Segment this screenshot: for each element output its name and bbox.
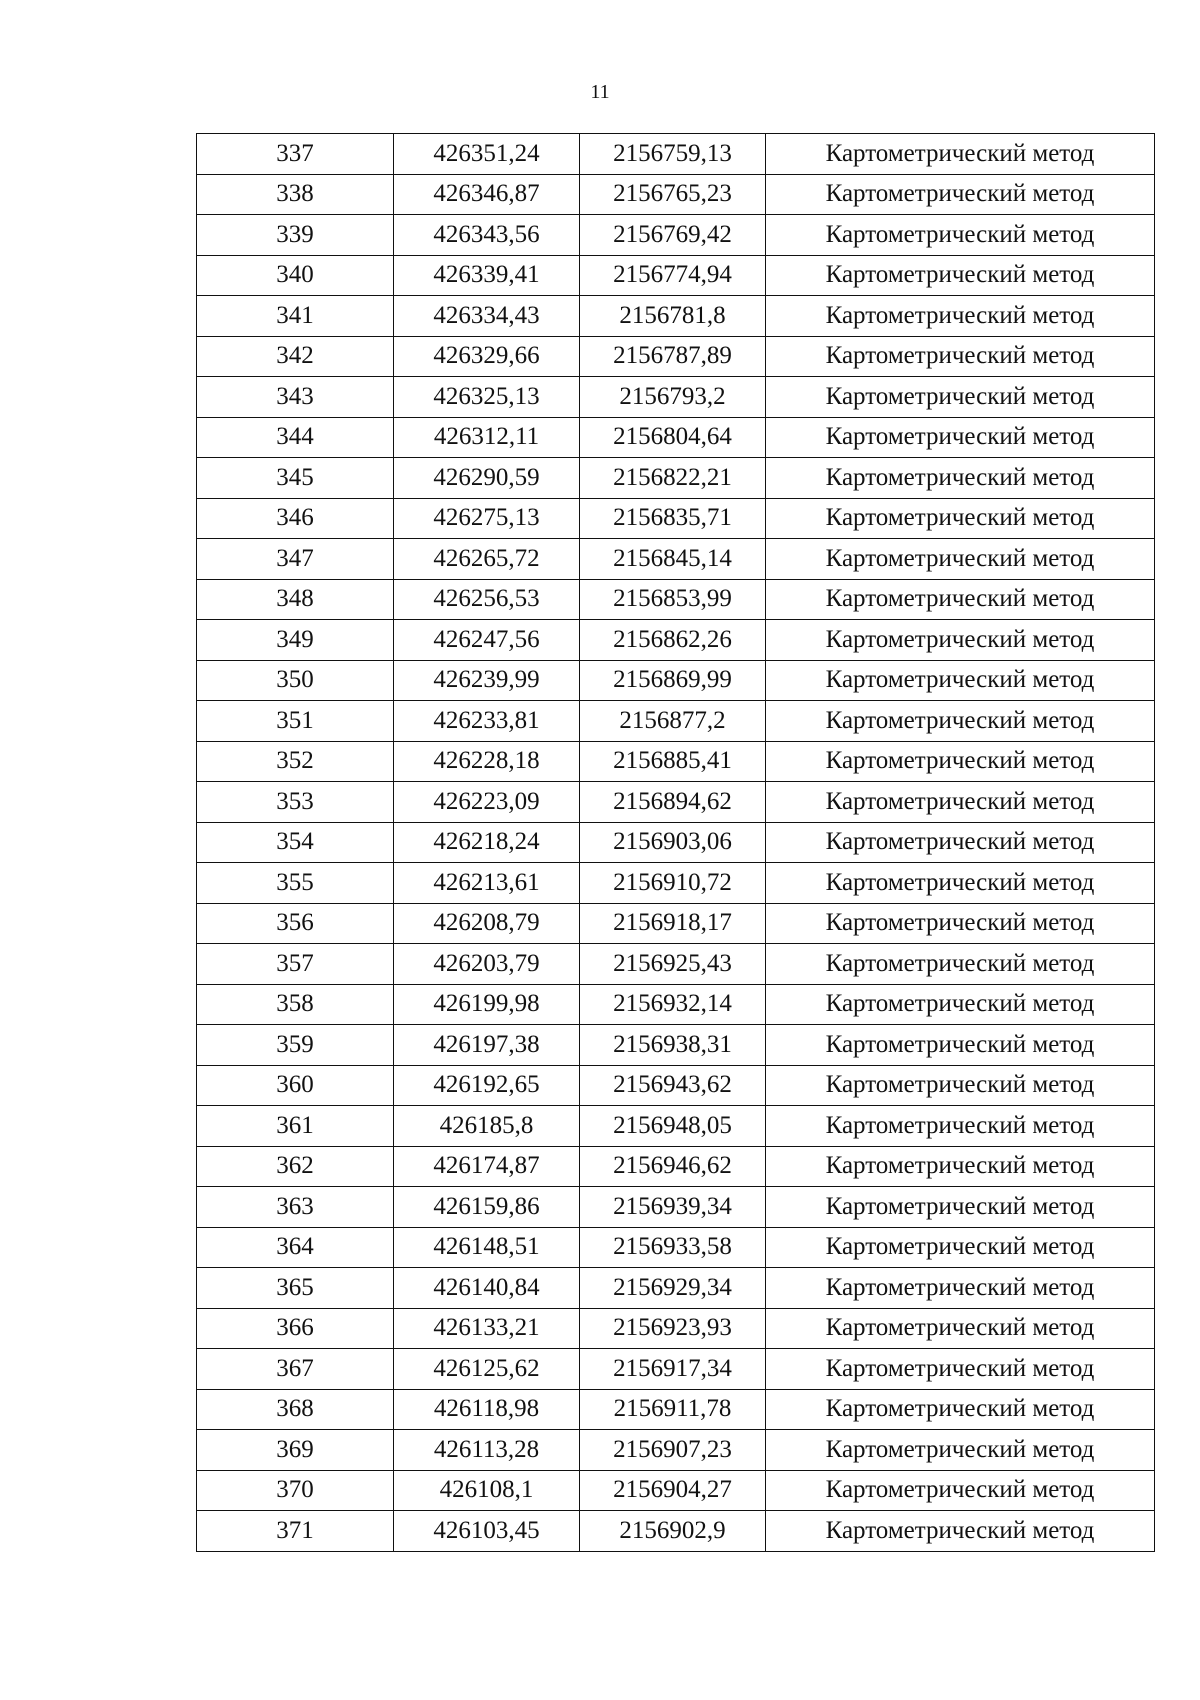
point-number-cell: 344 — [197, 417, 394, 458]
point-number-cell: 349 — [197, 620, 394, 661]
y-coordinate-cell: 2156925,43 — [580, 944, 766, 985]
y-coordinate-cell: 2156938,31 — [580, 1025, 766, 1066]
y-coordinate-cell: 2156904,27 — [580, 1470, 766, 1511]
point-number-cell: 339 — [197, 215, 394, 256]
method-cell: Картометрический метод — [766, 579, 1155, 620]
table-row — [197, 215, 1155, 256]
table-row — [197, 134, 1155, 175]
table-row — [197, 1268, 1155, 1309]
table-row — [197, 296, 1155, 337]
y-coordinate-cell: 2156894,62 — [580, 782, 766, 823]
x-coordinate-cell: 426256,53 — [394, 579, 580, 620]
point-number-cell: 357 — [197, 944, 394, 985]
y-coordinate-cell: 2156907,23 — [580, 1430, 766, 1471]
table-row — [197, 620, 1155, 661]
method-cell: Картометрический метод — [766, 1349, 1155, 1390]
x-coordinate-cell: 426346,87 — [394, 174, 580, 215]
method-cell: Картометрический метод — [766, 782, 1155, 823]
x-coordinate-cell: 426140,84 — [394, 1268, 580, 1309]
point-number-cell: 355 — [197, 863, 394, 904]
method-cell: Картометрический метод — [766, 1308, 1155, 1349]
point-number-cell: 360 — [197, 1065, 394, 1106]
x-coordinate-cell: 426118,98 — [394, 1389, 580, 1430]
y-coordinate-cell: 2156877,2 — [580, 701, 766, 742]
point-number-cell: 350 — [197, 660, 394, 701]
y-coordinate-cell: 2156946,62 — [580, 1146, 766, 1187]
x-coordinate-cell: 426325,13 — [394, 377, 580, 418]
y-coordinate-cell: 2156853,99 — [580, 579, 766, 620]
y-coordinate-cell: 2156943,62 — [580, 1065, 766, 1106]
table-row — [197, 782, 1155, 823]
method-cell: Картометрический метод — [766, 1227, 1155, 1268]
table-row — [197, 498, 1155, 539]
method-cell: Картометрический метод — [766, 1511, 1155, 1552]
point-number-cell: 367 — [197, 1349, 394, 1390]
table-row — [197, 660, 1155, 701]
x-coordinate-cell: 426290,59 — [394, 458, 580, 499]
y-coordinate-cell: 2156933,58 — [580, 1227, 766, 1268]
table-row — [197, 1430, 1155, 1471]
method-cell: Картометрический метод — [766, 1470, 1155, 1511]
x-coordinate-cell: 426312,11 — [394, 417, 580, 458]
table-row — [197, 377, 1155, 418]
point-number-cell: 341 — [197, 296, 394, 337]
x-coordinate-cell: 426343,56 — [394, 215, 580, 256]
point-number-cell: 358 — [197, 984, 394, 1025]
y-coordinate-cell: 2156911,78 — [580, 1389, 766, 1430]
x-coordinate-cell: 426192,65 — [394, 1065, 580, 1106]
point-number-cell: 338 — [197, 174, 394, 215]
x-coordinate-cell: 426351,24 — [394, 134, 580, 175]
x-coordinate-cell: 426133,21 — [394, 1308, 580, 1349]
table-row — [197, 458, 1155, 499]
point-number-cell: 352 — [197, 741, 394, 782]
y-coordinate-cell: 2156948,05 — [580, 1106, 766, 1147]
method-cell: Картометрический метод — [766, 458, 1155, 499]
table-row — [197, 417, 1155, 458]
x-coordinate-cell: 426208,79 — [394, 903, 580, 944]
y-coordinate-cell: 2156923,93 — [580, 1308, 766, 1349]
method-cell: Картометрический метод — [766, 255, 1155, 296]
method-cell: Картометрический метод — [766, 944, 1155, 985]
point-number-cell: 354 — [197, 822, 394, 863]
x-coordinate-cell: 426199,98 — [394, 984, 580, 1025]
method-cell: Картометрический метод — [766, 822, 1155, 863]
point-number-cell: 361 — [197, 1106, 394, 1147]
table-row — [197, 701, 1155, 742]
point-number-cell: 346 — [197, 498, 394, 539]
table-row — [197, 863, 1155, 904]
method-cell: Картометрический метод — [766, 174, 1155, 215]
point-number-cell: 343 — [197, 377, 394, 418]
table-row — [197, 1187, 1155, 1228]
method-cell: Картометрический метод — [766, 741, 1155, 782]
x-coordinate-cell: 426108,1 — [394, 1470, 580, 1511]
page-number: 11 — [590, 81, 610, 103]
table-row — [197, 903, 1155, 944]
y-coordinate-cell: 2156774,94 — [580, 255, 766, 296]
point-number-cell: 364 — [197, 1227, 394, 1268]
method-cell: Картометрический метод — [766, 1389, 1155, 1430]
x-coordinate-cell: 426329,66 — [394, 336, 580, 377]
y-coordinate-cell: 2156902,9 — [580, 1511, 766, 1552]
y-coordinate-cell: 2156793,2 — [580, 377, 766, 418]
table-row — [197, 1146, 1155, 1187]
y-coordinate-cell: 2156862,26 — [580, 620, 766, 661]
y-coordinate-cell: 2156917,34 — [580, 1349, 766, 1390]
y-coordinate-cell: 2156769,42 — [580, 215, 766, 256]
coordinates-table-body — [197, 134, 1155, 1552]
y-coordinate-cell: 2156903,06 — [580, 822, 766, 863]
point-number-cell: 340 — [197, 255, 394, 296]
method-cell: Картометрический метод — [766, 1065, 1155, 1106]
table-row — [197, 336, 1155, 377]
method-cell: Картометрический метод — [766, 1146, 1155, 1187]
method-cell: Картометрический метод — [766, 620, 1155, 661]
x-coordinate-cell: 426103,45 — [394, 1511, 580, 1552]
table-row — [197, 1349, 1155, 1390]
y-coordinate-cell: 2156835,71 — [580, 498, 766, 539]
point-number-cell: 366 — [197, 1308, 394, 1349]
method-cell: Картометрический метод — [766, 377, 1155, 418]
table-row — [197, 539, 1155, 580]
table-row — [197, 1308, 1155, 1349]
table-row — [197, 741, 1155, 782]
x-coordinate-cell: 426203,79 — [394, 944, 580, 985]
table-row — [197, 255, 1155, 296]
x-coordinate-cell: 426197,38 — [394, 1025, 580, 1066]
method-cell: Картометрический метод — [766, 984, 1155, 1025]
table-row — [197, 1106, 1155, 1147]
table-row — [197, 1065, 1155, 1106]
method-cell: Картометрический метод — [766, 539, 1155, 580]
x-coordinate-cell: 426159,86 — [394, 1187, 580, 1228]
point-number-cell: 353 — [197, 782, 394, 823]
x-coordinate-cell: 426233,81 — [394, 701, 580, 742]
point-number-cell: 348 — [197, 579, 394, 620]
x-coordinate-cell: 426148,51 — [394, 1227, 580, 1268]
point-number-cell: 365 — [197, 1268, 394, 1309]
y-coordinate-cell: 2156869,99 — [580, 660, 766, 701]
method-cell: Картометрический метод — [766, 134, 1155, 175]
method-cell: Картометрический метод — [766, 336, 1155, 377]
table-row — [197, 822, 1155, 863]
table-row — [197, 944, 1155, 985]
point-number-cell: 359 — [197, 1025, 394, 1066]
method-cell: Картометрический метод — [766, 296, 1155, 337]
x-coordinate-cell: 426125,62 — [394, 1349, 580, 1390]
point-number-cell: 368 — [197, 1389, 394, 1430]
method-cell: Картометрический метод — [766, 1268, 1155, 1309]
table-row — [197, 174, 1155, 215]
method-cell: Картометрический метод — [766, 903, 1155, 944]
x-coordinate-cell: 426228,18 — [394, 741, 580, 782]
method-cell: Картометрический метод — [766, 1430, 1155, 1471]
table-row — [197, 1025, 1155, 1066]
method-cell: Картометрический метод — [766, 701, 1155, 742]
x-coordinate-cell: 426223,09 — [394, 782, 580, 823]
table-row — [197, 1389, 1155, 1430]
point-number-cell: 342 — [197, 336, 394, 377]
x-coordinate-cell: 426339,41 — [394, 255, 580, 296]
y-coordinate-cell: 2156929,34 — [580, 1268, 766, 1309]
y-coordinate-cell: 2156759,13 — [580, 134, 766, 175]
x-coordinate-cell: 426247,56 — [394, 620, 580, 661]
method-cell: Картометрический метод — [766, 1025, 1155, 1066]
point-number-cell: 363 — [197, 1187, 394, 1228]
coordinates-table — [196, 133, 1155, 1552]
x-coordinate-cell: 426239,99 — [394, 660, 580, 701]
table-row — [197, 579, 1155, 620]
point-number-cell: 345 — [197, 458, 394, 499]
point-number-cell: 347 — [197, 539, 394, 580]
point-number-cell: 356 — [197, 903, 394, 944]
y-coordinate-cell: 2156765,23 — [580, 174, 766, 215]
x-coordinate-cell: 426113,28 — [394, 1430, 580, 1471]
point-number-cell: 351 — [197, 701, 394, 742]
table-row — [197, 1511, 1155, 1552]
y-coordinate-cell: 2156932,14 — [580, 984, 766, 1025]
method-cell: Картометрический метод — [766, 215, 1155, 256]
x-coordinate-cell: 426275,13 — [394, 498, 580, 539]
y-coordinate-cell: 2156918,17 — [580, 903, 766, 944]
point-number-cell: 371 — [197, 1511, 394, 1552]
method-cell: Картометрический метод — [766, 1187, 1155, 1228]
method-cell: Картометрический метод — [766, 1106, 1155, 1147]
y-coordinate-cell: 2156787,89 — [580, 336, 766, 377]
point-number-cell: 369 — [197, 1430, 394, 1471]
table-row — [197, 984, 1155, 1025]
y-coordinate-cell: 2156939,34 — [580, 1187, 766, 1228]
y-coordinate-cell: 2156781,8 — [580, 296, 766, 337]
point-number-cell: 362 — [197, 1146, 394, 1187]
method-cell: Картометрический метод — [766, 498, 1155, 539]
x-coordinate-cell: 426185,8 — [394, 1106, 580, 1147]
point-number-cell: 337 — [197, 134, 394, 175]
method-cell: Картометрический метод — [766, 660, 1155, 701]
x-coordinate-cell: 426265,72 — [394, 539, 580, 580]
method-cell: Картометрический метод — [766, 863, 1155, 904]
method-cell: Картометрический метод — [766, 417, 1155, 458]
x-coordinate-cell: 426334,43 — [394, 296, 580, 337]
x-coordinate-cell: 426213,61 — [394, 863, 580, 904]
table-row — [197, 1470, 1155, 1511]
y-coordinate-cell: 2156804,64 — [580, 417, 766, 458]
y-coordinate-cell: 2156845,14 — [580, 539, 766, 580]
x-coordinate-cell: 426174,87 — [394, 1146, 580, 1187]
y-coordinate-cell: 2156822,21 — [580, 458, 766, 499]
x-coordinate-cell: 426218,24 — [394, 822, 580, 863]
y-coordinate-cell: 2156910,72 — [580, 863, 766, 904]
y-coordinate-cell: 2156885,41 — [580, 741, 766, 782]
point-number-cell: 370 — [197, 1470, 394, 1511]
table-row — [197, 1227, 1155, 1268]
